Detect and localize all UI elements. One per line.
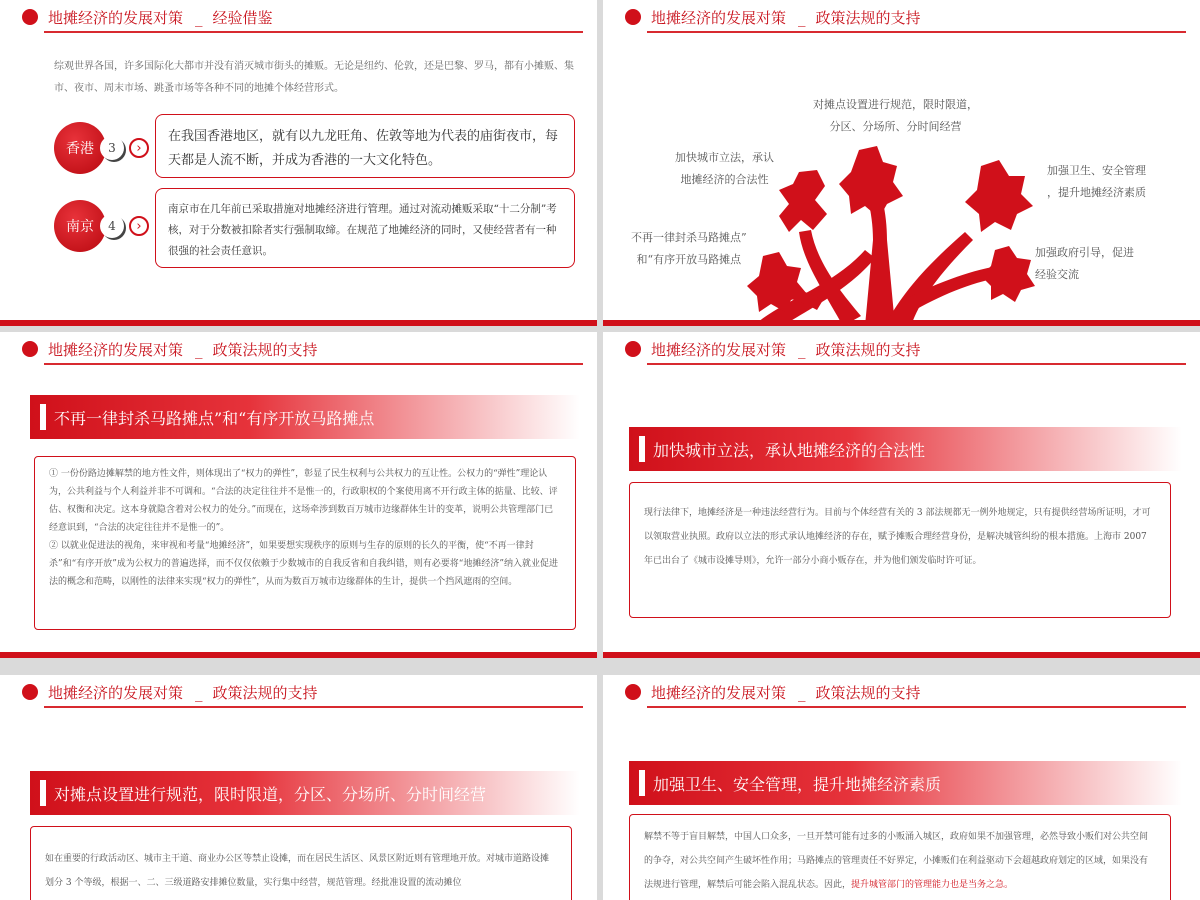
header-dot-icon [22,9,38,25]
banner-title: 加强卫生、安全管理，提升地摊经济素质 [653,774,942,794]
branch-label: 加强政府引导，促进 经验交流 [1035,246,1134,281]
content-box [34,456,576,630]
city-badge-nanjing: 南京 [54,200,106,252]
slide-experience[interactable] [0,0,597,326]
banner-title: 对摊点设置进行规范，限时限道，分区、分场所、分时间经营 [54,784,487,804]
paragraph: ① 一份份路边摊解禁的地方性文件，则体现出了“权力的弹性”，彰显了民生权利与公共权力的互让性。公权力的“弹性”理论认为，公共利益与个人利益并非不可调和。“合法的决定往往并不是惟一的，行政职权的个案使用离不开行政主体的掂量、比较、评估、权衡和决定。这本身就隐含着对公权力的处分。”而现在，这场牵涉到数百万城市边缘群体生计的变革，说明公共管理部门已经意识到，“合法的决定往往并不是惟一的”。 [49,469,558,533]
branch-label: 加强卫生、安全管理 ，提升地摊经济素质 [1047,164,1146,199]
slide-policy-legislation[interactable] [603,332,1200,658]
slide-header [22,6,273,28]
header-dot-icon [22,684,38,700]
content-box [629,482,1171,618]
highlight-text: 提升城管部门的管理能力也是当务之急。 [851,880,1014,890]
branch-label: 加快城市立法，承认 地摊经济的合法性 [675,151,774,186]
header-title: 地摊经济的发展对策 _ 政策法规的支持 [651,340,921,359]
slide-header [22,681,318,703]
header-dot-icon [22,341,38,357]
case-number-badge: 3 [100,136,124,160]
section-banner [30,771,580,815]
slide-policy-open-stalls[interactable] [0,332,597,658]
slide-header [625,681,921,703]
header-line [647,363,1186,365]
header-dot-icon [625,684,641,700]
case-box-hongkong [155,114,575,178]
city-badge-hongkong: 香港 [54,122,106,174]
branch-label: 对摊点设置进行规范，限时限道， 分区、分场所、分时间经营 [813,98,978,133]
case-text: 在我国香港地区，就有以九龙旺角、佐敦等地为代表的庙街夜市，每天都是人流不断，并成为香港的一大文化特色。 [168,129,559,168]
banner-marker [40,780,46,806]
header-line [44,31,583,33]
paragraph: 如在重要的行政活动区、城市主干道、商业办公区等禁止设摊，而在居民生活区、风景区附近则有管理地开放。对城市道路设摊划分 3 个等级，根据一、二、三级道路安排摊位数量，实行集中经营，规范管理。经批准设置的流动摊位 [45,854,550,888]
header-title: 地摊经济的发展对策 _ 政策法规的支持 [48,340,318,359]
header-line [44,706,583,708]
slide-header [625,338,921,360]
chevron-right-icon: › [129,216,149,236]
paragraph: 解禁不等于盲目解禁，中国人口众多，一旦开禁可能有过多的小贩涌入城区，政府如果不加强管理，必然导致小贩们对公共空间的争夺，对公共空间产生破坏性作用；马路摊点的管理责任不好界定，小摊贩们在利益驱动下会超越政府划定的区域，如果没有法规进行管理，解禁后可能会陷入混乱状态。因此，提升城管部门的管理能力也是当务之急。 [644,832,1149,890]
slide-policy-safety[interactable] [603,675,1200,900]
header-title: 地摊经济的发展对策 _ 政策法规的支持 [48,683,318,702]
header-line [647,706,1186,708]
header-line [44,363,583,365]
slide-policy-zoning[interactable] [0,675,597,900]
bottom-bar [0,652,597,658]
header-dot-icon [625,341,641,357]
banner-title: 不再一律封杀马路摊点”和“有序开放马路摊点 [54,408,375,428]
header-title: 地摊经济的发展对策 _ 经验借鉴 [48,8,273,27]
header-title: 地摊经济的发展对策 _ 政策法规的支持 [651,8,921,27]
paragraph: 现行法律下，地摊经济是一种违法经营行为。目前与个体经营有关的 3 部法规都无一例外地规定，只有提供经营场所证明，才可以领取营业执照。政府以立法的形式承认地摊经济的存在，赋予摊贩合理经营身份，是解决城管纠纷的根本措施。上海市 2007 年已出台了《城市设摊导则》，允许一部分小商小贩存在，并为他们颁发临时许可证。 [644,508,1151,566]
branch-label: 不再一律封杀马路摊点” 和“有序开放马路摊点 [631,231,747,266]
content-box [30,826,572,900]
banner-marker [639,770,645,796]
section-banner [30,395,580,439]
intro-text: 综观世界各国，许多国际化大都市并没有消灭城市街头的摊贩。无论是纽约、伦敦，还是巴黎、罗马，都有小摊贩、集市、夜市、周末市场、跳蚤市场等各种不同的地摊个体经营形式。 [54,61,574,94]
banner-marker [40,404,46,430]
case-text: 南京市在几年前已采取措施对地摊经济进行管理。通过对流动摊贩采取“十二分制”考核，对于分数被扣除者实行强制取缔。在规范了地摊经济的同时，又使经营者有一种很强的社会责任意识。 [168,203,557,257]
bottom-bar [0,320,597,326]
bottom-bar [603,652,1200,658]
banner-title: 加快城市立法，承认地摊经济的合法性 [653,440,926,460]
paragraph: ② 以就业促进法的视角，来审视和考量“地摊经济”，如果要想实现秩序的原则与生存的原则的长久的平衡，使“不再一律封杀”和“有序开放”成为公权力的普遍选择，而不仅仅依赖于少数城市的自我反省和自我纠错，则有必要将“地摊经济”纳入就业促进法的概念和范畴，以刚性的法律来实现“权力的弹性”，从而为数百万城市边缘群体的生计，提供一个挡风遮雨的空间。 [49,541,559,587]
banner-marker [639,436,645,462]
case-number-badge: 4 [100,214,124,238]
section-banner [629,761,1182,805]
bottom-bar [603,320,1200,326]
slide-policy-overview[interactable] [603,0,1200,326]
slide-header [22,338,318,360]
case-box-nanjing [155,188,575,268]
section-banner [629,427,1182,471]
content-box [629,814,1171,900]
chevron-right-icon: › [129,138,149,158]
header-title: 地摊经济的发展对策 _ 政策法规的支持 [651,683,921,702]
